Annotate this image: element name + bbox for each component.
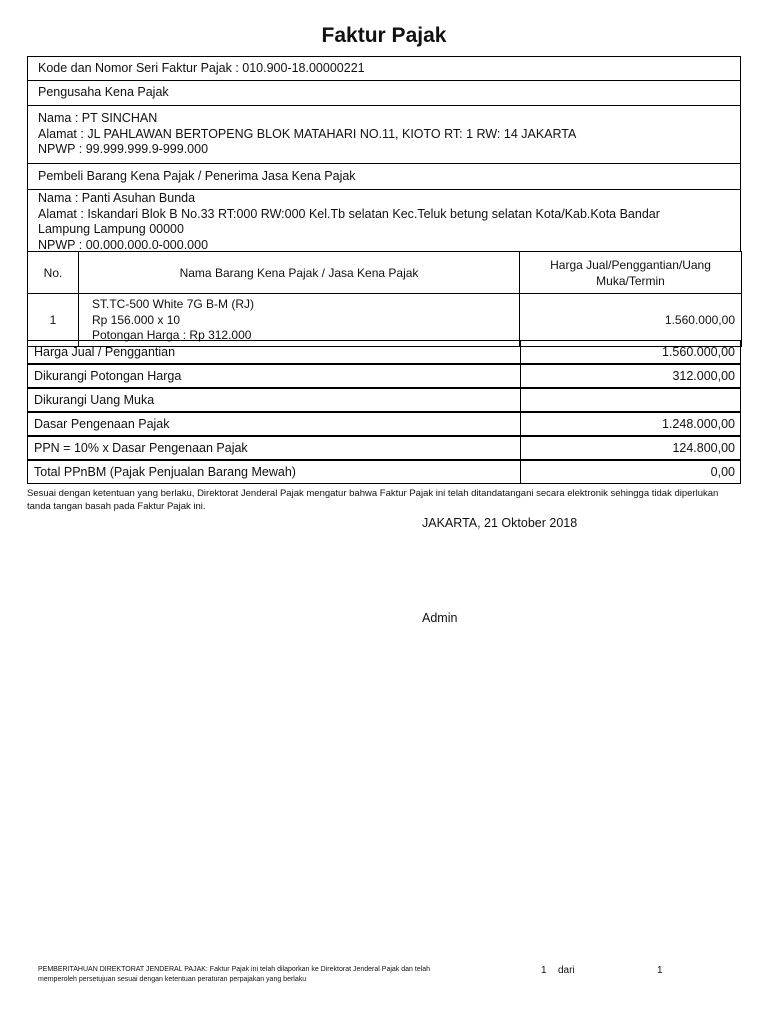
items-table (27, 251, 742, 347)
summary-value: 1.248.000,00 (662, 417, 735, 431)
item-price: 1.560.000,00 (520, 294, 742, 347)
item-name: ST.TC-500 White 7G B-M (RJ) (92, 297, 255, 311)
summary-value-cell (520, 365, 741, 387)
summary-row-vat (27, 436, 741, 460)
page-current: 1 (541, 965, 547, 976)
buyer-npwp: NPWP : 00.000.000.0-000.000 (38, 237, 209, 252)
item-number: 1 (28, 294, 79, 347)
item-unit-price: Rp 156.000 x 10 (92, 312, 181, 327)
buyer-details (27, 189, 741, 252)
column-header-no: No. (28, 252, 79, 294)
invoice-serial-row (27, 56, 741, 81)
summary-label: Harga Jual / Penggantian (34, 345, 176, 359)
summary-value: 312.000,00 (672, 369, 735, 383)
summary-value-cell (520, 389, 741, 411)
summary-row-tax-base (27, 412, 741, 436)
items-table-header-row (28, 252, 742, 294)
summary-label: Dasar Pengenaan Pajak (34, 417, 170, 431)
summary-value-cell (520, 341, 741, 363)
seller-header-label: Pengusaha Kena Pajak (38, 85, 169, 100)
buyer-section-header (27, 163, 741, 190)
summary-value: 0,00 (710, 465, 735, 479)
column-header-item-name: Nama Barang Kena Pajak / Jasa Kena Pajak (79, 252, 520, 294)
electronic-signature-note: Sesuai dengan ketentuan yang berlaku, Direktorat Jenderal Pajak mengatur bahwa Faktur Pajak ini telah ditandatangani secara elektronik sehingga tidak diperlukan tanda tangan basah pada Faktur Pajak ini. (27, 488, 719, 512)
seller-npwp: NPWP : 99.999.999.9-999.000 (38, 142, 209, 156)
summary-row-discount (27, 364, 741, 388)
summary-label: Dikurangi Potongan Harga (34, 369, 182, 383)
table-row (28, 294, 742, 347)
footer-notice: PEMBERITAHUAN DIREKTORAT JENDERAL PAJAK: Faktur Pajak ini telah dilaporkan ke Direktorat Jenderal Pajak dan telah memperoleh persetujuan sesuai dengan ketentuan peraturan perpajakan yang berlaku (38, 966, 431, 983)
place-and-date: JAKARTA, 21 Oktober 2018 (422, 516, 578, 530)
seller-address: Alamat : JL PAHLAWAN BERTOPENG BLOK MATAHARI NO.11, KIOTO RT: 1 RW: 14 JAKARTA (38, 126, 577, 141)
signer-name: Admin (422, 611, 458, 625)
summary-label: Dikurangi Uang Muka (34, 393, 155, 407)
summary-label: Total PPnBM (Pajak Penjualan Barang Mewah) (34, 465, 296, 479)
seller-details (27, 105, 741, 164)
page-total: 1 (657, 965, 663, 976)
page-of-label: dari (558, 965, 575, 976)
document-title: Faktur Pajak (321, 24, 447, 47)
invoice-serial-number: Kode dan Nomor Seri Faktur Pajak : 010.900-18.00000221 (38, 60, 365, 75)
buyer-name: Nama : Panti Asuhan Bunda (38, 191, 196, 205)
summary-label: PPN = 10% x Dasar Pengenaan Pajak (34, 441, 248, 455)
item-discount: Potongan Harga : Rp 312.000 (92, 328, 252, 342)
summary-value-cell (520, 413, 741, 435)
summary-row-down-payment (27, 388, 741, 412)
column-header-price: Harga Jual/Penggantian/Uang Muka/Termin (520, 252, 742, 294)
summary-value: 1.560.000,00 (662, 345, 735, 359)
summary-row-luxury-tax (27, 460, 741, 484)
seller-name: Nama : PT SINCHAN (38, 111, 158, 125)
summary-row-sale-price (27, 340, 741, 364)
buyer-header-label: Pembeli Barang Kena Pajak / Penerima Jasa Kena Pajak (38, 168, 356, 183)
item-description (79, 294, 520, 347)
summary-value: 124.800,00 (672, 441, 735, 455)
buyer-address: Alamat : Iskandari Blok B No.33 RT:000 RW:000 Kel.Tb selatan Kec.Teluk betung selatan Kota/Kab.Kota Bandar Lampung Lampung 00000 (38, 206, 660, 236)
summary-value-cell (520, 461, 741, 483)
summary-value-cell (520, 437, 741, 459)
seller-section-header (27, 80, 741, 106)
